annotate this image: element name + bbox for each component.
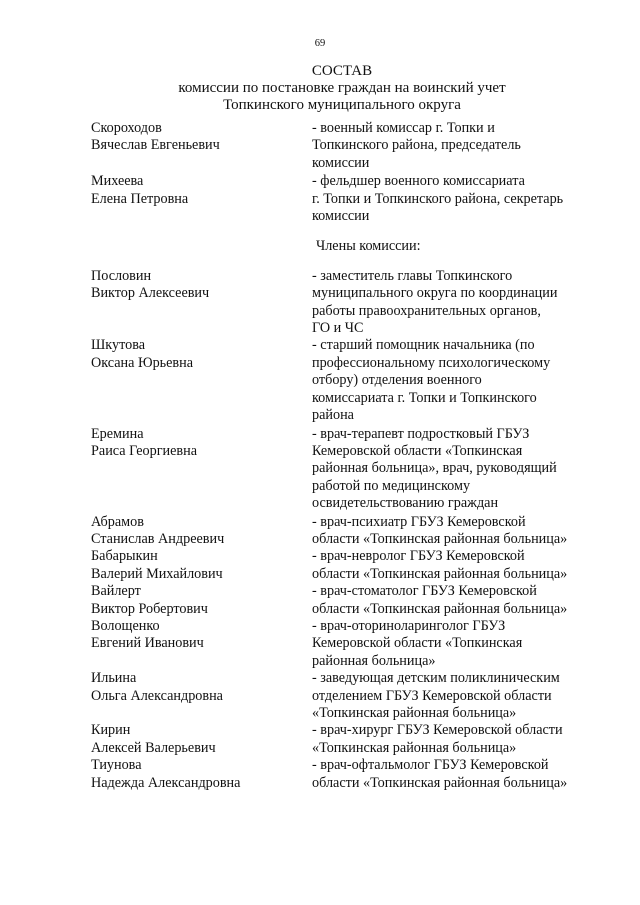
member-role-line: - врач-оториноларинголог ГБУЗ <box>312 617 506 634</box>
member-role-line: «Топкинская районная больница» <box>312 705 517 721</box>
member-surname: Пословин <box>91 267 152 284</box>
member-role-line: - заместитель главы Топкинского <box>312 267 513 284</box>
member-role-line: освидетельствованию граждан <box>312 495 499 512</box>
member-name <box>91 120 312 172</box>
member-surname: Вайлерт <box>91 583 141 600</box>
member-role-line: профессиональному психологическому <box>312 354 551 371</box>
members-label: Члены комиссии: <box>316 238 421 255</box>
member-name <box>91 514 312 549</box>
member-role-line: - врач-психиатр ГБУЗ Кемеровской <box>312 513 526 530</box>
member-role-line: работы правоохранительных органов, <box>312 302 541 319</box>
document-subtitle-line-1: комиссии по постановке граждан на воинский учет <box>178 80 506 96</box>
member-role-line: - фельдшер военного комиссариата <box>312 173 525 190</box>
commission-leadership <box>0 120 640 225</box>
member-role-line: Кемеровской области «Топкинская <box>312 442 523 459</box>
member-role <box>312 514 602 549</box>
member-role <box>312 548 602 583</box>
member-role <box>312 426 602 513</box>
commission-entry <box>91 722 640 757</box>
commission-entry <box>91 757 640 792</box>
commission-list <box>0 120 640 792</box>
member-given-names: Елена Петровна <box>91 190 189 207</box>
member-surname: Абрамов <box>91 513 144 530</box>
member-role-line: комиссии <box>312 208 370 225</box>
member-given-names: Виктор Робертович <box>91 600 208 617</box>
member-role-line: Кемеровской области «Топкинская <box>312 635 523 652</box>
member-given-names: Вячеслав Евгеньевич <box>91 137 220 154</box>
member-role-line: районная больница», врач, руководящий <box>312 460 557 477</box>
member-role <box>312 618 602 670</box>
member-name <box>91 722 312 757</box>
member-given-names: Оксана Юрьевна <box>91 354 194 371</box>
commission-members <box>0 268 640 792</box>
member-role-line: - старший помощник начальника (по <box>312 337 535 354</box>
member-given-names: Алексей Валерьевич <box>91 739 216 756</box>
member-role-line: области «Топкинская районная больница» <box>312 774 568 791</box>
commission-entry <box>91 548 640 583</box>
member-role-line: муниципального округа по координации <box>312 285 558 302</box>
member-role-line: отделением ГБУЗ Кемеровской области <box>312 687 552 704</box>
commission-entry <box>91 670 640 722</box>
member-given-names: Станислав Андреевич <box>91 530 225 547</box>
member-surname: Бабарыкин <box>91 548 158 565</box>
member-role-line: - врач-стоматолог ГБУЗ Кемеровской <box>312 583 537 600</box>
member-role <box>312 583 602 618</box>
member-given-names: Раиса Георгиевна <box>91 442 197 459</box>
member-role-line: районная больница» <box>312 652 436 669</box>
member-role-line: области «Топкинская районная больница» <box>312 530 568 547</box>
member-role-line: работой по медицинскому <box>312 477 471 494</box>
member-name <box>91 757 312 792</box>
member-role-line: - врач-офтальмолог ГБУЗ Кемеровской <box>312 757 549 774</box>
member-role <box>312 722 602 757</box>
member-role-line: отбору) отделения военного <box>312 372 482 389</box>
member-given-names: Надежда Александровна <box>91 774 241 791</box>
commission-entry <box>91 173 640 225</box>
member-surname: Ильина <box>91 670 137 687</box>
document-title: СОСТАВ <box>311 63 373 79</box>
member-surname: Тиунова <box>91 757 142 774</box>
member-given-names: Ольга Александровна <box>91 687 223 704</box>
commission-entry <box>91 514 640 549</box>
member-name <box>91 337 312 424</box>
commission-entry <box>91 618 640 670</box>
member-name <box>91 268 312 338</box>
document-heading <box>0 63 640 114</box>
member-role-line: «Топкинская районная больница» <box>312 739 517 756</box>
member-name <box>91 426 312 513</box>
member-surname: Волощенко <box>91 617 160 634</box>
member-name <box>91 618 312 670</box>
member-given-names: Валерий Михайлович <box>91 565 223 582</box>
member-role-line: - заведующая детским поликлиническим <box>312 670 560 687</box>
member-role-line: - врач-терапевт подростковый ГБУЗ <box>312 425 530 442</box>
member-role <box>312 337 602 424</box>
member-surname: Шкутова <box>91 337 146 354</box>
member-surname: Кирин <box>91 722 131 739</box>
member-name <box>91 548 312 583</box>
member-name <box>91 583 312 618</box>
commission-entry <box>91 426 640 513</box>
page-number: 69 <box>314 38 326 49</box>
member-role-line: - военный комиссар г. Топки и <box>312 120 495 136</box>
commission-entry <box>91 337 640 424</box>
member-surname: Скороходов <box>91 120 162 136</box>
commission-entry <box>91 268 640 338</box>
member-role-line: области «Топкинская районная больница» <box>312 565 568 582</box>
member-role <box>312 757 602 792</box>
member-role <box>312 268 602 338</box>
member-role-line: комиссариата г. Топки и Топкинского <box>312 389 537 406</box>
commission-entry <box>91 120 640 172</box>
member-role-line: Топкинского района, председатель <box>312 137 521 154</box>
member-role <box>312 670 602 722</box>
member-name <box>91 670 312 722</box>
member-role-line: области «Топкинская районная больница» <box>312 600 568 617</box>
member-given-names: Евгений Иванович <box>91 635 204 652</box>
member-given-names: Виктор Алексеевич <box>91 285 210 302</box>
member-surname: Михеева <box>91 173 144 190</box>
member-role-line: - врач-хирург ГБУЗ Кемеровской области <box>312 722 563 739</box>
member-role-line: района <box>312 407 354 424</box>
member-role-line: комиссии <box>312 154 370 171</box>
commission-entry <box>91 583 640 618</box>
member-role-line: г. Топки и Топкинского района, секретарь <box>312 190 564 207</box>
member-role-line: ГО и ЧС <box>312 320 364 337</box>
document-subtitle-line-2: Топкинского муниципального округа <box>223 97 461 113</box>
member-role <box>312 120 602 172</box>
member-name <box>91 173 312 225</box>
member-surname: Еремина <box>91 425 144 442</box>
member-role-line: - врач-невролог ГБУЗ Кемеровской <box>312 548 525 565</box>
member-role <box>312 173 602 225</box>
